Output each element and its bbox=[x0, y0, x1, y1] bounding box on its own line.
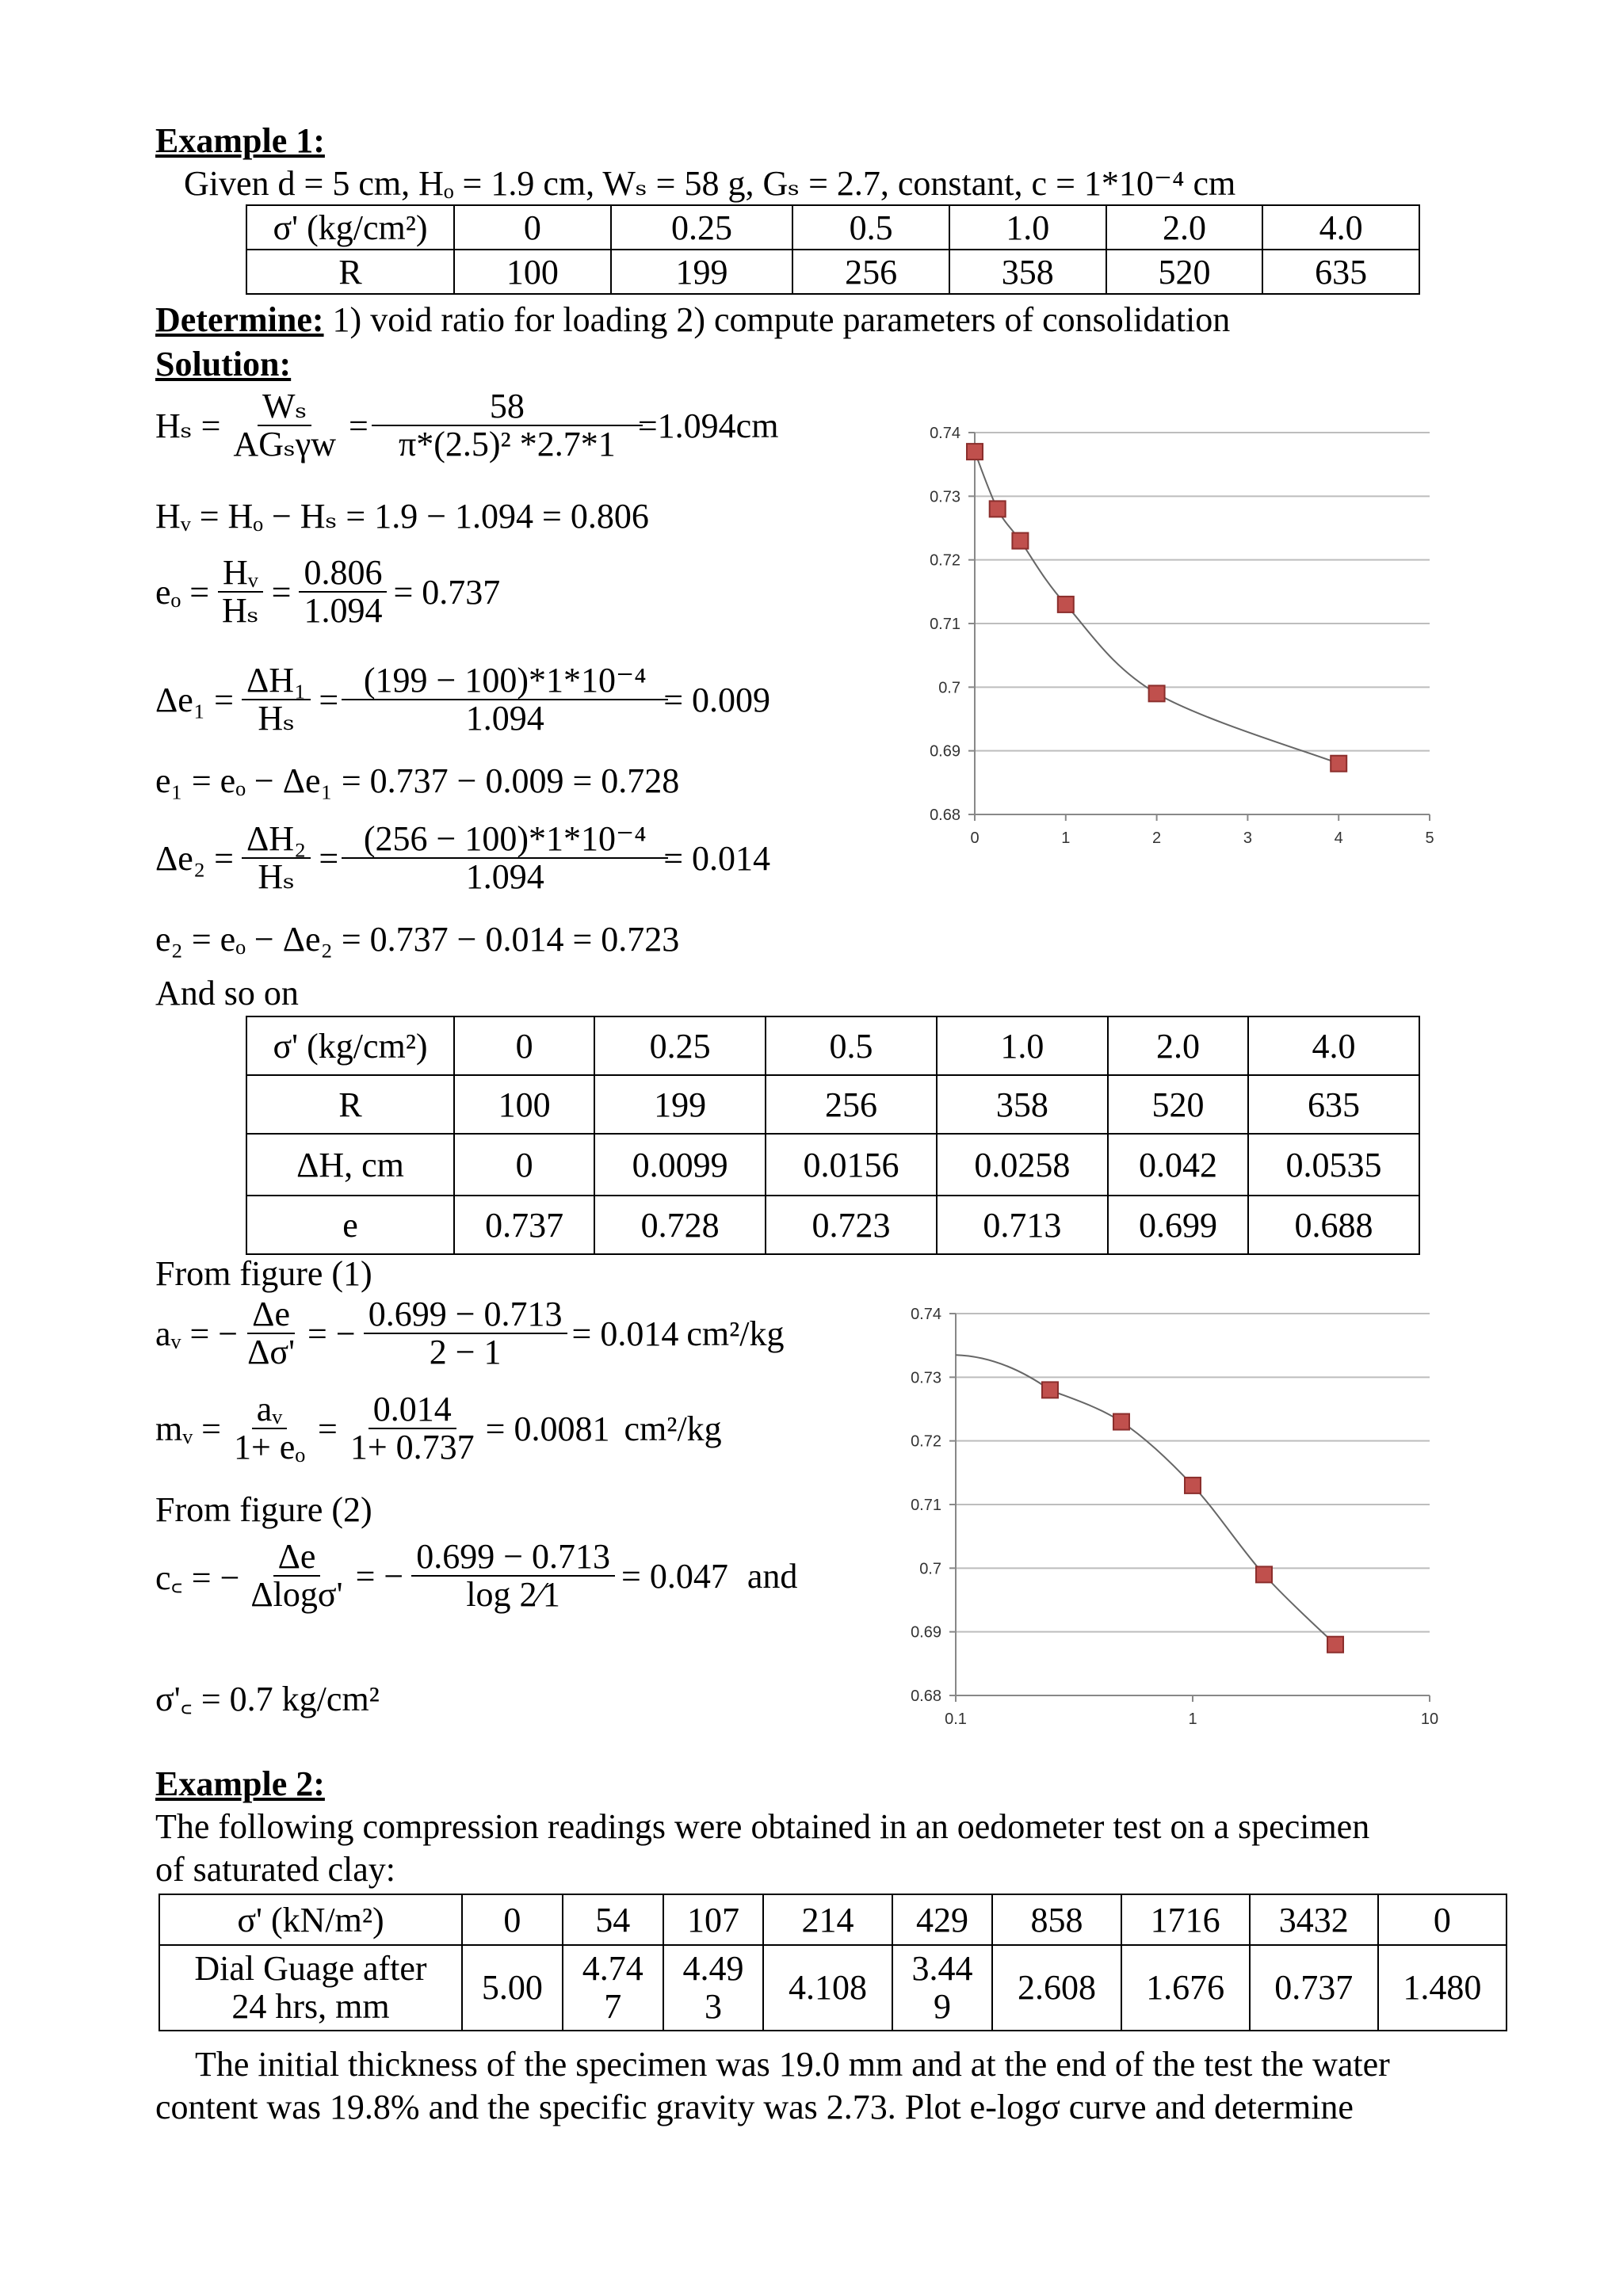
table-cell: 199 bbox=[611, 250, 793, 294]
from-figure-1: From figure (1) bbox=[155, 1254, 372, 1293]
x-tick-label: 3 bbox=[1243, 830, 1252, 847]
table-cell: 0 bbox=[454, 1134, 594, 1196]
de1-result: = 0.009 bbox=[663, 680, 771, 719]
hv-equation: Hᵥ = Hₒ − Hₛ = 1.9 − 1.094 = 0.806 bbox=[155, 497, 649, 536]
table-cell: 358 bbox=[949, 250, 1106, 294]
table-cell: 0.25 bbox=[594, 1016, 766, 1075]
data-point-marker bbox=[1113, 1414, 1129, 1430]
trend-line bbox=[975, 452, 1338, 764]
table-header-dh: ΔH, cm bbox=[246, 1134, 454, 1196]
example1-input-table bbox=[246, 204, 1420, 295]
fraction-denominator: 1.094 bbox=[465, 699, 544, 738]
cc-equation bbox=[155, 1539, 797, 1613]
fraction-numerator: 0.806 bbox=[299, 555, 387, 593]
table-cell: 0.042 bbox=[1108, 1134, 1248, 1196]
table-cell: 0.25 bbox=[611, 205, 793, 250]
example2-outro-line-1: The initial thickness of the specimen was 19.0 mm and at the end of the test the water bbox=[195, 2045, 1390, 2084]
y-tick-label: 0.71 bbox=[930, 616, 960, 633]
y-tick-label: 0.7 bbox=[938, 679, 960, 697]
fraction-denominator: Hₛ bbox=[258, 699, 295, 738]
fraction-numerator: aᵥ bbox=[252, 1391, 287, 1429]
mv-fraction-1 bbox=[229, 1391, 310, 1466]
y-tick-label: 0.72 bbox=[930, 551, 960, 570]
table-cell: 100 bbox=[454, 250, 611, 294]
fraction-denominator: π*(2.5)² *2.7*1 bbox=[398, 425, 616, 464]
cell-line: 4.108 bbox=[789, 1967, 867, 2007]
y-tick-label: 0.69 bbox=[911, 1623, 941, 1642]
data-point-marker bbox=[1042, 1382, 1058, 1398]
y-tick-label: 0.68 bbox=[930, 807, 960, 824]
cell-line: 1.676 bbox=[1146, 1967, 1225, 2007]
table-header-dial bbox=[159, 1945, 462, 2031]
table-cell: 54 bbox=[563, 1894, 663, 1945]
fraction-numerator: 0.014 bbox=[369, 1391, 456, 1429]
cc-fraction-1 bbox=[246, 1539, 347, 1613]
hs-equation bbox=[155, 388, 778, 463]
data-point-marker bbox=[1331, 756, 1346, 772]
dial-label-line-2: 24 hrs, mm bbox=[231, 1987, 390, 2026]
table-cell bbox=[1250, 1945, 1378, 2031]
eo-fraction-2 bbox=[299, 555, 387, 629]
sigma-c-result: σ'꜀ = 0.7 kg/cm² bbox=[155, 1680, 380, 1718]
data-point-marker bbox=[967, 444, 983, 460]
de2-fraction-1 bbox=[242, 821, 311, 895]
table-header-e: e bbox=[246, 1196, 454, 1254]
x-tick-label: 0 bbox=[970, 830, 980, 847]
equals-sign: = bbox=[319, 680, 339, 719]
eo-result: = 0.737 bbox=[393, 572, 501, 612]
de2-fraction-2 bbox=[346, 821, 663, 895]
y-tick-label: 0.73 bbox=[930, 488, 960, 506]
fraction-denominator: 1+ 0.737 bbox=[349, 1428, 475, 1467]
and-so-on: And so on bbox=[155, 974, 299, 1013]
void-ratio-log-chart bbox=[880, 1293, 1450, 1745]
table-cell: 2.0 bbox=[1106, 205, 1263, 250]
cell-line: 1.480 bbox=[1403, 1967, 1482, 2007]
mv-result: = 0.0081 bbox=[485, 1409, 610, 1448]
x-tick-label: 1 bbox=[1061, 830, 1071, 847]
table-cell bbox=[563, 1945, 663, 2031]
data-point-marker bbox=[1149, 685, 1165, 701]
table-cell: 0 bbox=[462, 1894, 563, 1945]
de1-lhs: Δe₁ = bbox=[155, 680, 234, 719]
table-cell: 1.0 bbox=[949, 205, 1106, 250]
cc-lhs: c꜀ = − bbox=[155, 1558, 240, 1598]
cell-line: 4.74 bbox=[582, 1948, 643, 1988]
table-header-r: R bbox=[246, 1075, 454, 1134]
from-figure-2: From figure (2) bbox=[155, 1490, 372, 1529]
solution-label: Solution: bbox=[155, 345, 292, 383]
equals-sign: = bbox=[271, 572, 292, 612]
mv-unit: cm²/kg bbox=[624, 1409, 722, 1448]
hs-lhs: Hₛ = bbox=[155, 406, 221, 445]
determine-line bbox=[155, 299, 1230, 340]
fraction-denominator: 1.094 bbox=[304, 591, 383, 631]
table-cell: 520 bbox=[1106, 250, 1263, 294]
y-tick-label: 0.68 bbox=[911, 1688, 941, 1705]
table-cell: 0.723 bbox=[766, 1196, 937, 1254]
table-cell bbox=[992, 1945, 1121, 2031]
table-cell: 0.688 bbox=[1248, 1196, 1419, 1254]
x-tick-label: 0.1 bbox=[945, 1711, 967, 1728]
table-cell: 0.0156 bbox=[766, 1134, 937, 1196]
x-tick-label: 2 bbox=[1152, 830, 1162, 847]
trend-line bbox=[956, 1355, 1335, 1645]
cell-line: 2.608 bbox=[1017, 1967, 1096, 2007]
fraction-denominator: 1+ eₒ bbox=[233, 1428, 306, 1467]
x-tick-label: 4 bbox=[1334, 830, 1343, 847]
eo-lhs: eₒ = bbox=[155, 572, 210, 612]
table-cell bbox=[1121, 1945, 1250, 2031]
equals-minus-sign: = − bbox=[355, 1556, 404, 1596]
equals-sign: = bbox=[318, 1409, 338, 1448]
fraction-numerator: ΔH₂ bbox=[242, 821, 311, 859]
data-point-marker bbox=[1185, 1478, 1201, 1493]
x-tick-label: 5 bbox=[1425, 830, 1434, 847]
table-cell: 100 bbox=[454, 1075, 594, 1134]
y-tick-label: 0.74 bbox=[911, 1306, 941, 1323]
cell-line: 4.49 bbox=[682, 1948, 744, 1988]
cell-line: 0.737 bbox=[1274, 1967, 1354, 2007]
table-cell: 0.0099 bbox=[594, 1134, 766, 1196]
table-cell: 4.0 bbox=[1248, 1016, 1419, 1075]
table-cell: 107 bbox=[663, 1894, 764, 1945]
table-header-stress: σ' (kg/cm²) bbox=[246, 205, 454, 250]
fraction-numerator: 58 bbox=[372, 388, 643, 426]
de2-equation bbox=[155, 821, 770, 895]
table-cell: 0.713 bbox=[937, 1196, 1108, 1254]
example2-title: Example 2: bbox=[155, 1764, 325, 1803]
de1-fraction-2 bbox=[346, 662, 663, 737]
y-tick-label: 0.74 bbox=[930, 425, 960, 442]
data-point-marker bbox=[1256, 1566, 1272, 1582]
fraction-denominator: 2 − 1 bbox=[429, 1333, 502, 1372]
table-cell: 635 bbox=[1262, 250, 1419, 294]
example1-title: Example 1: bbox=[155, 121, 325, 160]
table-cell bbox=[892, 1945, 993, 2031]
fraction-numerator: Hᵥ bbox=[218, 555, 263, 593]
table-cell: 3432 bbox=[1250, 1894, 1378, 1945]
hs-fraction-1 bbox=[228, 388, 341, 463]
table-cell: 358 bbox=[937, 1075, 1108, 1134]
fraction-numerator: ΔH₁ bbox=[242, 662, 311, 700]
e2-equation: e₂ = eₒ − Δe₂ = 0.737 − 0.014 = 0.723 bbox=[155, 920, 680, 959]
cc-fraction-2 bbox=[411, 1539, 615, 1613]
table-cell: 858 bbox=[992, 1894, 1121, 1945]
table-cell: 1716 bbox=[1121, 1894, 1250, 1945]
table-cell: 429 bbox=[892, 1894, 993, 1945]
example1-given: Given d = 5 cm, Hₒ = 1.9 cm, Wₛ = 58 g, Gₛ = 2.7, constant, c = 1*10⁻⁴ cm bbox=[184, 164, 1236, 203]
y-tick-label: 0.7 bbox=[919, 1560, 941, 1578]
mv-fraction-2 bbox=[346, 1391, 479, 1466]
hs-result: =1.094cm bbox=[637, 406, 779, 445]
e1-equation: e₁ = eₒ − Δe₁ = 0.737 − 0.009 = 0.728 bbox=[155, 761, 680, 800]
av-fraction-1 bbox=[242, 1296, 300, 1371]
equals-sign: = bbox=[349, 406, 369, 445]
hs-fraction-2 bbox=[376, 388, 638, 463]
table-cell: 0.0258 bbox=[937, 1134, 1108, 1196]
fraction-numerator: 0.699 − 0.713 bbox=[411, 1539, 615, 1577]
table-cell: 0.0535 bbox=[1248, 1134, 1419, 1196]
x-tick-label: 1 bbox=[1188, 1711, 1197, 1728]
table-cell bbox=[663, 1945, 764, 2031]
data-point-marker bbox=[1058, 597, 1074, 612]
fraction-numerator: 0.699 − 0.713 bbox=[364, 1296, 567, 1334]
av-fraction-2 bbox=[364, 1296, 567, 1371]
y-tick-label: 0.73 bbox=[911, 1369, 941, 1387]
de2-result: = 0.014 bbox=[663, 838, 771, 878]
table-cell: 256 bbox=[766, 1075, 937, 1134]
av-result: = 0.014 bbox=[571, 1314, 679, 1353]
fraction-denominator: Δσ' bbox=[247, 1333, 296, 1372]
table-cell: 0 bbox=[454, 205, 611, 250]
data-point-marker bbox=[1327, 1637, 1343, 1653]
example2-table bbox=[158, 1894, 1507, 2031]
void-ratio-linear-chart bbox=[911, 412, 1450, 856]
fraction-numerator: (256 − 100)*1*10⁻⁴ bbox=[342, 821, 668, 859]
fraction-denominator: Hₛ bbox=[258, 857, 295, 897]
fraction-denominator: Hₛ bbox=[222, 591, 259, 631]
dial-label-line-1: Dial Guage after bbox=[194, 1948, 427, 1988]
mv-lhs: mᵥ = bbox=[155, 1409, 221, 1448]
y-tick-label: 0.71 bbox=[911, 1497, 941, 1514]
table-cell: 0.5 bbox=[792, 205, 949, 250]
table-header-stress: σ' (kg/cm²) bbox=[246, 1016, 454, 1075]
table-cell: 520 bbox=[1108, 1075, 1248, 1134]
de2-lhs: Δe₂ = bbox=[155, 838, 234, 878]
av-unit: cm²/kg bbox=[686, 1314, 785, 1353]
equals-sign: = bbox=[319, 838, 339, 878]
table-cell: 256 bbox=[792, 250, 949, 294]
table-cell: 635 bbox=[1248, 1075, 1419, 1134]
table-cell bbox=[1378, 1945, 1507, 2031]
example2-intro-line-2: of saturated clay: bbox=[155, 1850, 395, 1889]
av-equation bbox=[155, 1296, 785, 1371]
x-tick-label: 10 bbox=[1420, 1711, 1439, 1728]
fraction-denominator: Δlogσ' bbox=[250, 1575, 343, 1615]
table-cell: 214 bbox=[763, 1894, 892, 1945]
determine-label: Determine: bbox=[155, 300, 324, 339]
table-cell: 1.0 bbox=[937, 1016, 1108, 1075]
example2-intro-line-1: The following compression readings were obtained in an oedometer test on a specimen bbox=[155, 1807, 1370, 1846]
table-cell: 0.699 bbox=[1108, 1196, 1248, 1254]
determine-text: 1) void ratio for loading 2) compute parameters of consolidation bbox=[323, 300, 1231, 339]
fraction-denominator: log 2⁄1 bbox=[466, 1575, 560, 1615]
y-tick-label: 0.72 bbox=[911, 1432, 941, 1451]
cc-and: and bbox=[747, 1556, 798, 1596]
mv-equation bbox=[155, 1391, 722, 1466]
table-cell bbox=[462, 1945, 563, 2031]
cell-line: 7 bbox=[604, 1987, 622, 2026]
data-point-marker bbox=[1012, 533, 1028, 549]
fraction-denominator: AGₛγw bbox=[233, 425, 337, 464]
table-cell: 4.0 bbox=[1262, 205, 1419, 250]
table-header-r: R bbox=[246, 250, 454, 294]
table-header-stress: σ' (kN/m²) bbox=[159, 1894, 462, 1945]
cell-line: 3 bbox=[705, 1987, 723, 2026]
de1-fraction-1 bbox=[242, 662, 311, 737]
cell-line: 5.00 bbox=[481, 1967, 543, 2007]
eo-equation bbox=[155, 555, 500, 629]
fraction-denominator: 1.094 bbox=[465, 857, 544, 897]
cc-result: = 0.047 bbox=[621, 1556, 728, 1596]
table-cell: 0 bbox=[454, 1016, 594, 1075]
fraction-numerator: Δe bbox=[273, 1539, 321, 1577]
av-lhs: aᵥ = − bbox=[155, 1314, 239, 1353]
fraction-numerator: Δe bbox=[247, 1296, 295, 1334]
table-cell: 0.728 bbox=[594, 1196, 766, 1254]
fraction-numerator: Wₛ bbox=[258, 388, 311, 426]
de1-equation bbox=[155, 662, 770, 737]
eo-fraction-1 bbox=[217, 555, 264, 629]
cell-line: 9 bbox=[933, 1987, 951, 2026]
equals-minus-sign: = − bbox=[307, 1314, 356, 1353]
cell-line: 3.44 bbox=[911, 1948, 973, 1988]
table-cell: 0.5 bbox=[766, 1016, 937, 1075]
example2-outro-line-2: content was 19.8% and the specific gravity was 2.73. Plot e-logσ curve and determine bbox=[155, 2088, 1354, 2126]
table-cell: 2.0 bbox=[1108, 1016, 1248, 1075]
data-point-marker bbox=[990, 501, 1006, 517]
table-cell: 199 bbox=[594, 1075, 766, 1134]
fraction-numerator: (199 − 100)*1*10⁻⁴ bbox=[342, 662, 668, 700]
example1-results-table bbox=[246, 1016, 1420, 1255]
y-tick-label: 0.69 bbox=[930, 742, 960, 761]
table-cell: 0 bbox=[1378, 1894, 1507, 1945]
table-cell: 0.737 bbox=[454, 1196, 594, 1254]
table-cell bbox=[763, 1945, 892, 2031]
